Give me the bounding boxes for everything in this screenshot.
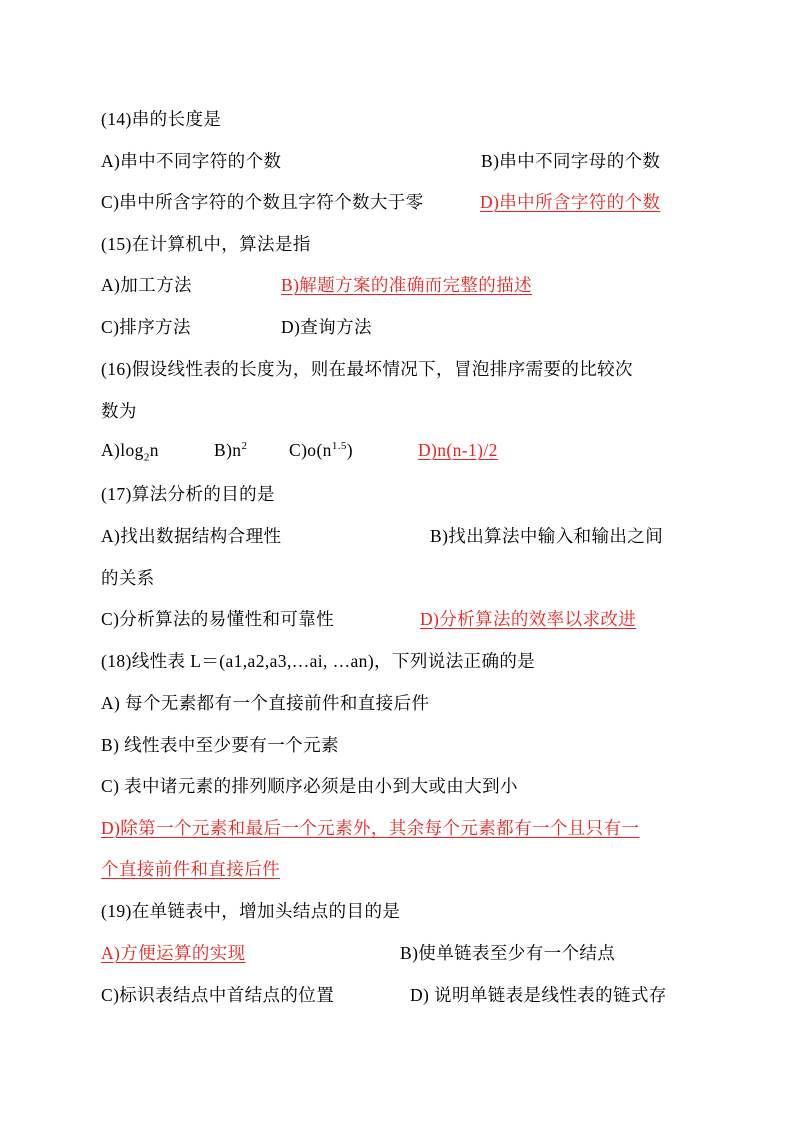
q18-option-d-answer-line2: 个直接前件和直接后件 (101, 859, 280, 879)
q17-option-b-line2: 的关系 (101, 568, 155, 588)
q14-option-d-answer: D)串中所含字符的个数 (480, 192, 661, 212)
q18-option-a: A) 每个无素都有一个直接前件和直接后件 (101, 693, 430, 713)
q14-option-c: C)串中所含字符的个数且字符个数大于零 (101, 192, 424, 212)
q15-option-a: A)加工方法 (101, 275, 192, 295)
question-17: (17)算法分析的目的是 (101, 484, 275, 504)
question-16-line2: 数为 (101, 401, 137, 421)
question-15: (15)在计算机中，算法是指 (101, 234, 311, 254)
q19-option-b: B)使单链表至少有一个结点 (400, 943, 616, 963)
q17-option-b-line1: B)找出算法中输入和输出之间 (430, 526, 664, 546)
q19-option-d: D) 说明单链表是线性表的链式存 (410, 985, 667, 1005)
q14-option-a: A)串中不同字符的个数 (101, 151, 282, 171)
q17-option-a: A)找出数据结构合理性 (101, 526, 282, 546)
q15-option-c: C)排序方法 (101, 317, 191, 337)
q18-option-d-answer-line1: D)除第一个元素和最后一个元素外，其余每个元素都有一个且只有一 (101, 818, 640, 838)
question-19: (19)在单链表中，增加头结点的目的是 (101, 901, 401, 921)
q18-option-b: B) 线性表中至少要有一个元素 (101, 735, 339, 755)
question-14: (14)串的长度是 (101, 109, 222, 129)
q16-option-b: $B)n^2$ (214, 440, 248, 460)
q15-option-b-answer: B)解题方案的准确而完整的描述 (281, 275, 532, 295)
q16-option-d-answer: D)n(n-1)/2 (418, 440, 498, 460)
q16-option-c: $C)o(n^{1.5})$ (289, 440, 354, 460)
q19-option-c: C)标识表结点中首结点的位置 (101, 985, 335, 1005)
q14-option-b: B)串中不同字母的个数 (481, 151, 661, 171)
q15-option-d: D)查询方法 (281, 317, 372, 337)
question-18: (18)线性表 L＝(a1,a2,a3,…ai, …an)，下列说法正确的是 (101, 651, 536, 671)
q19-option-a-answer: A)方便运算的实现 (101, 943, 246, 963)
question-16-line1: (16)假设线性表的长度为，则在最坏情况下，冒泡排序需要的比较次 (101, 359, 633, 379)
q17-option-c: C)分析算法的易懂性和可靠性 (101, 609, 335, 629)
q18-option-c: C) 表中诸元素的排列顺序必须是由小到大或由大到小 (101, 776, 518, 796)
q17-option-d-answer: D)分析算法的效率以求改进 (420, 609, 637, 629)
q16-option-a: $A)\log_2n$ (101, 440, 159, 464)
